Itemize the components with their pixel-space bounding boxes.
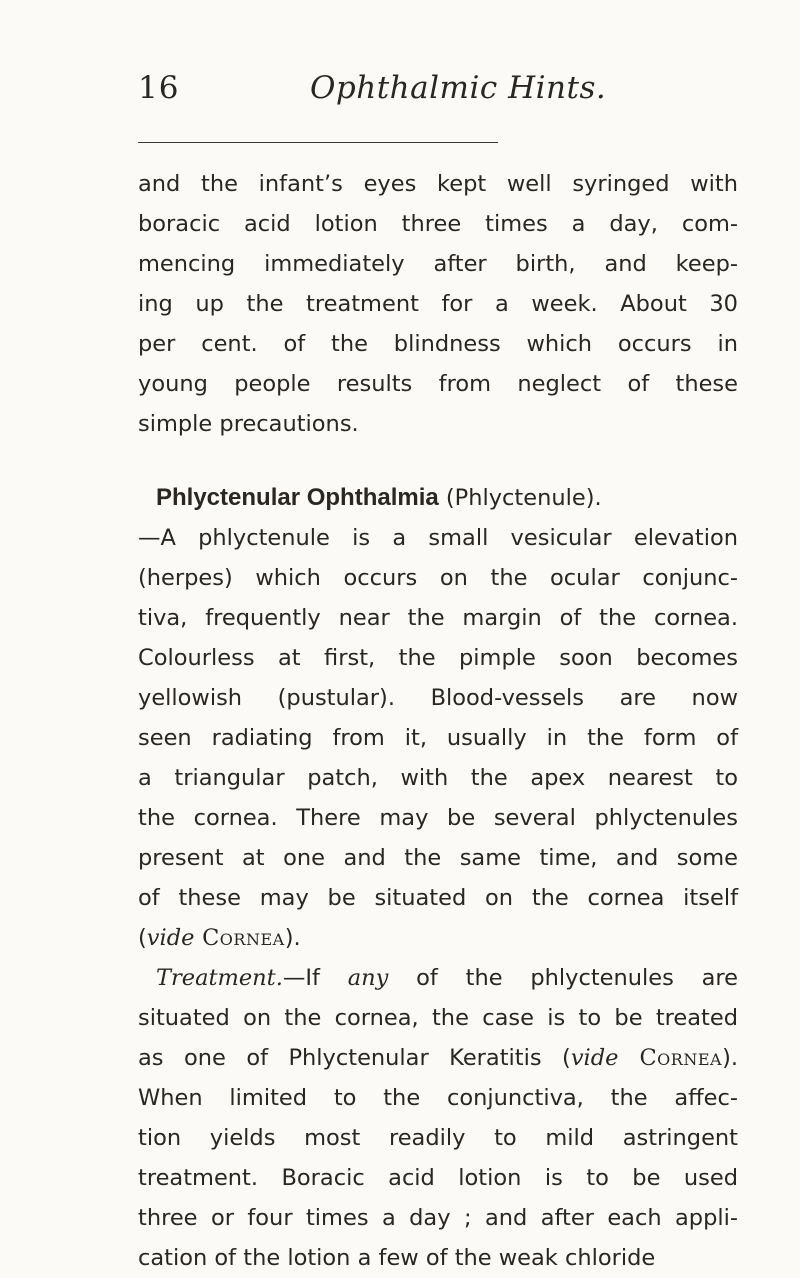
text-line: a triangular patch, with the apex nearest to [138,765,738,791]
any-text: any [347,965,389,991]
text-line-reference [138,918,738,958]
paren-open: ( [138,925,147,951]
text-line: cation of the lotion a few of the weak chloride [138,1245,656,1271]
text-line: and the infant’s eyes kept well syringed with [138,171,738,197]
text-line: Colourless at first, the pimple soon becomes [138,645,738,671]
text-line: of these may be situated on the cornea itself [138,885,738,911]
text-line: treatment. Boracic acid lotion is to be used [138,1165,738,1191]
section-heading: Phlyctenular Ophthalmia [156,484,439,511]
text-line: simple precautions. [138,411,359,437]
text-line: present at one and the same time, and some [138,845,738,871]
text-line: —A phlyctenule is a small vesicular elevation [138,525,738,551]
paren-close: ). [284,925,301,951]
page-number: 16 [138,70,180,106]
cornea-reference: Cornea [618,1045,723,1071]
body-text [138,164,738,1278]
running-title: Ophthalmic Hints. [310,70,607,106]
text-line: young people results from neglect of these [138,371,738,397]
treatment-label: Treatment. [156,965,283,991]
text-line: three or four times a day ; and after each appli- [138,1205,738,1231]
text-line: ing up the treatment for a week. About 30 [138,291,738,317]
running-head [138,70,698,120]
section-heading-suffix: (Phlyctenule). [438,485,602,511]
section-heading-line [138,478,738,518]
paren-close: ). [722,1045,738,1071]
text-line-reference [138,1038,738,1078]
text-line: tiva, frequently near the margin of the cornea. [138,605,738,631]
vide-text: vide [570,1045,619,1071]
text-line: seen radiating from it, usually in the form of [138,725,738,751]
text-line: When limited to the conjunctiva, the affec- [138,1085,738,1111]
text-line: situated on the cornea, the case is to be treated [138,1005,738,1031]
text-line: (herpes) which occurs on the ocular conjunc- [138,565,738,591]
treatment-dash: —If [282,965,348,991]
cornea-reference: Cornea [194,925,285,951]
paragraph-gap [138,444,738,478]
vide-text: vide [146,925,195,951]
treatment-line [138,958,738,998]
keratitis-text: as one of Phlyctenular Keratitis ( [138,1045,571,1071]
treatment-line-rest: of the phlyctenules are [388,965,738,991]
text-line: the cornea. There may be several phlyctenules [138,805,738,831]
text-line: per cent. of the blindness which occurs in [138,331,738,357]
text-line: yellowish (pustular). Blood-vessels are now [138,685,738,711]
text-line: boracic acid lotion three times a day, com- [138,211,738,237]
header-rule [138,142,498,143]
text-line: mencing immediately after birth, and keep- [138,251,738,277]
text-line: tion yields most readily to mild astringent [138,1125,738,1151]
